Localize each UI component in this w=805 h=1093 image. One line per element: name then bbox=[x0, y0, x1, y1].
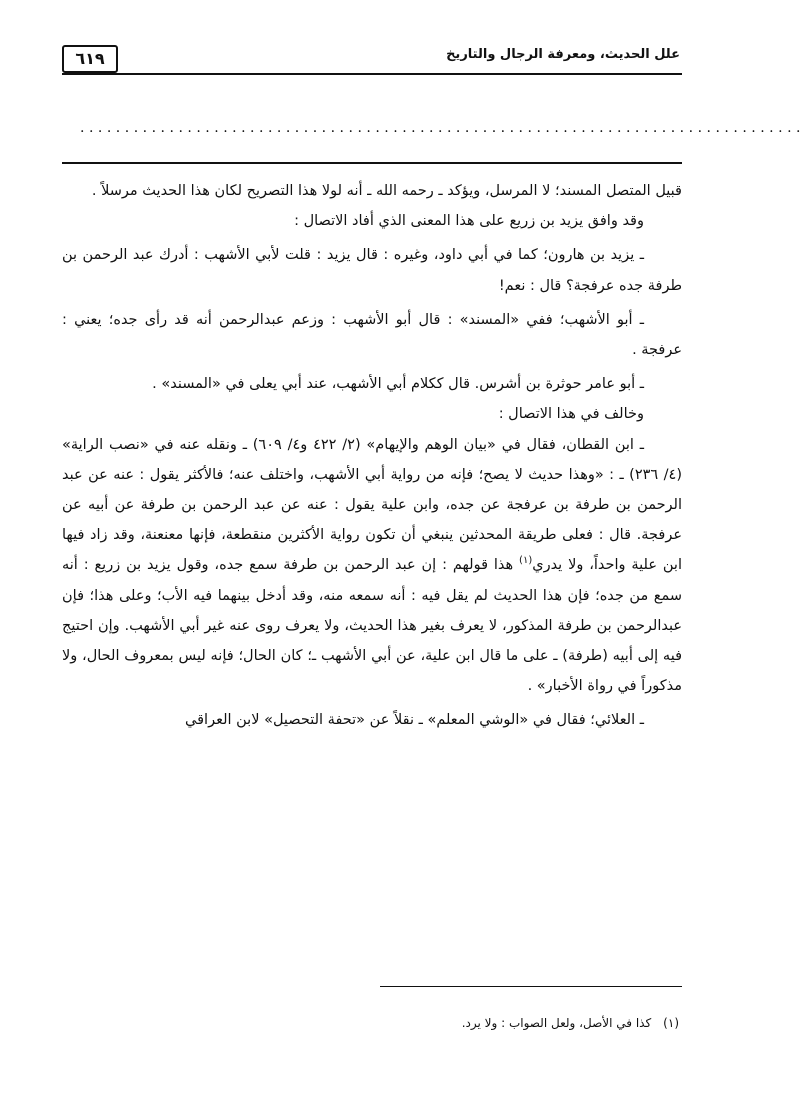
footnote-number: (١) bbox=[663, 1016, 679, 1030]
paragraph-7 bbox=[62, 430, 682, 702]
paragraph-5: ـ أبو عامر حوثرة بن أشرس. قال ككلام أبي الأشهب، عند أبي يعلى في «المسند» . bbox=[152, 376, 644, 393]
footnote-text: كذا في الأصل، ولعل الصواب : ولا يرد. bbox=[461, 1016, 652, 1030]
dotted-separator: ................................................................................. bbox=[80, 120, 805, 136]
header-rule bbox=[62, 73, 682, 75]
page-number: ٦١٩ bbox=[62, 45, 118, 73]
running-title: علل الحديث، ومعرفة الرجال والتاريخ bbox=[446, 47, 680, 62]
footnote-reference[interactable]: (١) bbox=[519, 555, 533, 567]
paragraph-7-part-1: ـ ابن القطان، فقال في «بيان الوهم والإيهام» (٢/ ٤٢٢ و٤/ ٦٠٩) ـ ونقله عنه في «نصب الراية» (٤/ ٢٣٦) ـ : «وهذا حديث لا يصح؛ فإنه من رواية أبي الأشهب، واختلف عنه؛ فالأكثر يقول : عنه عن عبد الرحمن بن طرفة بن عرفجة عن جده، وابن علية يقول : عنه عن عبد الرحمن بن طرفة عن أبيه عن عرفجة. قال : فعلى طريقة المحدثين ينبغي أن تكون رواية الأكثرين منقطعة، فإنها معنعنة، وقد زاد فيها ابن علية واحداً، ولا يدري bbox=[62, 436, 683, 574]
paragraph-8: ـ العلائي؛ فقال في «الوشي المعلم» ـ نقلاً عن «تحفة التحصيل» لابن العراقي bbox=[185, 712, 644, 729]
footnote-rule bbox=[380, 986, 682, 987]
paragraph-1: قبيل المتصل المسند؛ لا المرسل، ويؤكد ـ رحمه الله ـ أنه لولا هذا التصريح لكان هذا الحديث مرسلاً . bbox=[91, 183, 682, 199]
page-header bbox=[62, 45, 680, 73]
paragraph-4: ـ أبو الأشهب؛ ففي «المسند» : قال أبو الأشهب : وزعم عبدالرحمن أنه قد رأى جده؛ يعني : عرفجة . bbox=[62, 311, 682, 359]
paragraph-6: وخالف في هذا الاتصال : bbox=[498, 406, 644, 423]
paragraph-2: وقد وافق يزيد بن زريع على هذا المعنى الذي أفاد الاتصال : bbox=[294, 213, 644, 230]
paragraph-3: ـ يزيد بن هارون؛ كما في أبي داود، وغيره : قال يزيد : قلت لأبي الأشهب : أدرك عبد الرحمن بن طرفة جده عرفجة؟ قال : نعم! bbox=[62, 247, 682, 294]
paragraph-7-part-2: هذا قولهم : إن عبد الرحمن بن طرفة سمع جده، وقول يزيد بن زريع : أنه سمع من جده؛ فإن هذا الحديث لم يقل فيه : أنه سمعه منه، وقد أدخل بينهما فيه الأب؛ وعلى هذا؛ فإن عبدالرحمن بن طرفة المذكور، لا يعرف بغير هذا الحديث، ولا يعرف روى عنه غير أبي الأشهب. وإن احتيج فيه إلى أبيه (طرفة) ـ على ما قال ابن علية، عن أبي الأشهب ـ؛ كان الحال؛ فإنه ليس بمعروف الحال، ولا مذكوراً في رواة الأخبار» . bbox=[62, 557, 682, 695]
footnote bbox=[462, 1016, 679, 1030]
body-text bbox=[62, 176, 682, 736]
section-rule bbox=[62, 162, 682, 164]
